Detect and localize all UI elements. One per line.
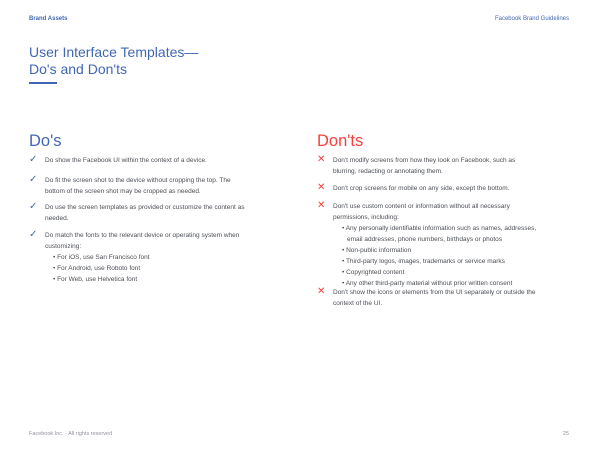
do-item-line: Do fit the screen shot to the device without cropping the top. The	[45, 177, 231, 184]
dont-item-line: Don't crop screens for mobile on any side, except the bottom.	[333, 185, 510, 192]
do-subitem: • For iOS, use San Francisco font	[53, 254, 150, 261]
donts-heading: Don'ts	[317, 132, 364, 150]
page-number: 25	[562, 431, 569, 437]
dont-item-line: Don't use custom content or information without all necessary	[333, 203, 510, 210]
dont-subitem: • Copyrighted content	[342, 269, 405, 276]
dont-item-line: context of the UI.	[333, 300, 383, 307]
dont-item-line: Don't show the icons or elements from the UI separately or outside the	[333, 289, 536, 296]
do-item-line: customizing:	[45, 243, 82, 250]
dont-subitem: • Third-party logos, images, trademarks or service marks	[342, 258, 505, 265]
check-icon: ✓	[29, 174, 38, 185]
do-item-line: needed.	[45, 215, 69, 222]
dont-subitem: • Any other third-party material without prior written consent	[342, 280, 513, 287]
title-underline	[29, 82, 57, 84]
dont-subitem: email addresses, phone numbers, birthdays or photos	[347, 236, 503, 243]
check-icon: ✓	[29, 229, 38, 240]
do-item-line: Do use the screen templates as provided or customize the content as	[45, 204, 245, 211]
do-item-line: Do show the Facebook UI within the context of a device.	[45, 157, 207, 164]
footer-copyright: Facebook Inc. · All rights reserved	[29, 431, 113, 437]
dont-item-line: permissions, including:	[333, 214, 399, 221]
cross-icon: ✕	[317, 200, 326, 211]
dos-heading: Do's	[29, 132, 62, 150]
header-document-title: Facebook Brand Guidelines	[494, 16, 569, 22]
do-item-line: bottom of the screen shot may be cropped as needed.	[45, 188, 201, 195]
dont-subitem: • Non-public information	[342, 247, 412, 254]
do-item-line: Do match the fonts to the relevant device or operating system when	[45, 232, 240, 239]
check-icon: ✓	[29, 201, 38, 212]
page-title-line-1: User Interface Templates—	[29, 44, 199, 60]
dont-item-line: blurring, redacting or annotating them.	[333, 168, 443, 175]
page-title-line-2: Do's and Don'ts	[29, 61, 127, 77]
page-title	[29, 44, 198, 78]
cross-icon: ✕	[317, 182, 326, 193]
cross-icon: ✕	[317, 154, 326, 165]
header-section-label: Brand Assets	[29, 16, 68, 22]
dont-item-line: Don't modify screens from how they look on Facebook, such as	[333, 157, 516, 164]
do-subitem: • For Android, use Roboto font	[53, 265, 141, 272]
dont-subitem: • Any personally identifiable information such as names, addresses,	[342, 225, 537, 232]
check-icon: ✓	[29, 154, 38, 165]
do-subitem: • For Web, use Helvetica font	[53, 276, 138, 283]
cross-icon: ✕	[317, 286, 326, 297]
